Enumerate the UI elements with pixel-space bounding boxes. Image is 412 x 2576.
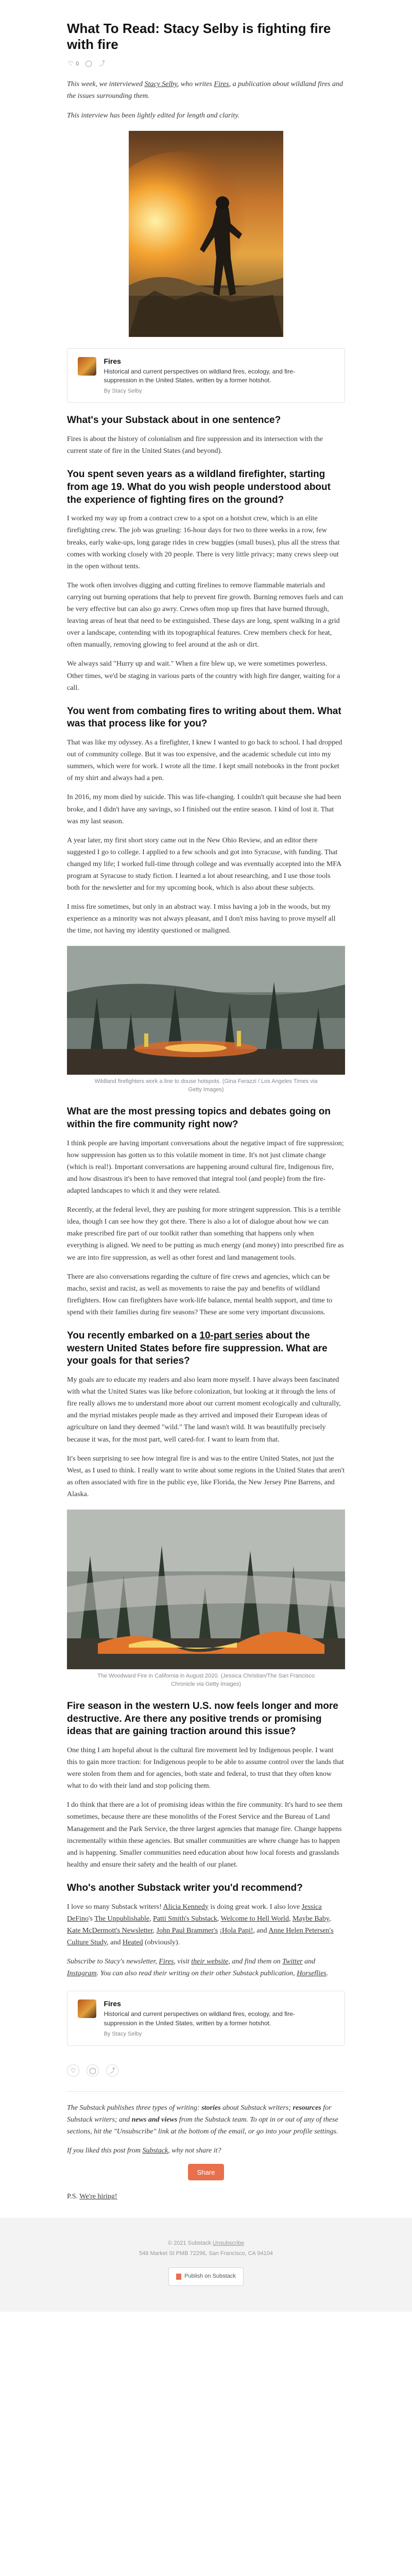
comment-icon[interactable]: ◯ [87,2064,99,2077]
question-3: You went from combating fires to writing about them. What was that process like for you? [67,705,341,730]
address-line: 548 Market St PMB 72296, San Francisco, CA 94104 [139,2250,273,2257]
answer-4-p2: Recently, at the federal level, they are pushing for more stringent suppression. This is a terrible idea, though I can see how they got there. There is also a lot of dialogue about how we can make prescribed fire part of our toolkit rather than something that happens only when everything is aligned. We need to be putting as much energy (and money) into prescribed fire as we are into fire suppression, as well as other forest and land management tools. [67,1206,344,1262]
answer-1: Fires is about the history of colonialism and fire suppression and its intersection with the current state of fire in the United States (and beyond). [67,435,323,455]
answer-5-p1: My goals are to educate my readers and also learn more myself. I have always been fascinated with what the United States was like before colonization, but looking at it through the lens of fire really allows me to understand more about our current moment ecologically and culturally, and the myriad mistakes people made as they arrived and imposed their European ideas of agriculture on land they deemed "wild." The land wasn't wild. It was beautifully precisely because it was, for the most part, well cared-for. I want to learn from that. [67,1376,341,1444]
recommend-link[interactable]: Anne Helen Petersen's [268,1926,334,1935]
recommend-link[interactable]: Patti Smith's Substack [153,1914,217,1923]
recommend-link[interactable]: Jessica DeFino [67,1903,322,1923]
publication-embed-bottom[interactable] [67,1991,345,2046]
recommend-link[interactable]: Heated [122,1938,143,1946]
unsubscribe-link[interactable]: Unsubscribe [212,2240,245,2247]
publication-embed-text [104,1999,320,2037]
question-7: Who's another Substack writer you'd recommend? [67,1882,303,1893]
comment-icon[interactable]: ◯ [85,60,92,67]
share-button[interactable]: Share [188,2164,224,2180]
website-link[interactable]: their website [191,1957,229,1965]
author-link[interactable]: Stacy Selby [144,80,177,89]
answer-3-p1: That was like my odyssey. As a firefighter, I knew I wanted to go back to school. I had dropped out of community college. But it was too expensive, and the academic schedule cut into my summers, which were for work. I wrote all the time. I kept small notebooks in the front pocket of my shirt and always had a pen. [67,739,342,783]
firefighter-photo-illustration [129,131,283,337]
answer-4-p1: I think people are having important conversations about the negative impact of fire suppression; how suppression has gotten us to this volatile moment in time. It's not just climate change (which is real!). Important conversations are happening around cultural fire, Indigenous fire, and how disastrous it's been to have removed that integral tool (and people) from the fire-adapted landscapes to which it and they were related. [67,1139,344,1195]
question-4: What are the most pressing topics and debates going on within the fire community right now? [67,1106,331,1130]
publication-logo [78,357,96,376]
answer-2-p2: The work often involves digging and cutting firelines to remove flammable materials and carrying out burning operations that help to prevent fire growth. Burning removes fuels and can be very effective but can also go awry. Crews often mop up fires that have burned through, leaving areas of heat that need to be extinguished. These days are long, spent walking in a grid over a landscape, contending with its topographical features. Crew members check for heat, often manually, removing glowing to feel around at the ash or dirt. [67,581,344,649]
publication-embed[interactable] [67,348,345,403]
publication-link[interactable]: Fires [214,80,229,89]
publication-logo [78,1999,96,2018]
hero-figure [67,131,345,337]
recommend-link[interactable]: John Paul Brammer's [156,1926,218,1935]
question-6: Fire season in the western U.S. now feels longer and more destructive. Are there any positive trends or promising ideas that are gaining traction around this issue? [67,1700,338,1737]
answer-7: I love so many Substack writers! Alicia Kennedy is doing great work. I also love Jessica DeFino's The Unpublishable, Patti Smith's Substack, Welcome to Hell World, Maybe Baby, Kate McDermott's Newsletter, John Paul Brammer's ¡Hola Papi!, and Anne Helen Petersen's Culture Study, and Heated (obviously). [67,1903,334,1946]
photo-caption-2: The Woodward Fire in California in August 2020. (Jessica Christian/The San Francisco Chronicle via Getty Images) [97,1673,315,1687]
hero-photo [129,131,283,337]
answer-2-p3: We always said "Hurry up and wait." When a fire blew up, we were sometimes powerless. Other times, we'd be staging in various parts of the country with high fire danger, waiting for a call. [67,660,340,692]
recommend-link[interactable]: Welcome to Hell World [220,1914,289,1923]
recommend-link[interactable]: Culture Study [67,1938,107,1946]
like-button[interactable] [67,60,79,67]
horseflies-link[interactable]: Horseflies [297,1970,327,1978]
hiring-link[interactable]: We're hiring! [79,2193,117,2201]
like-count: 0 [76,61,79,67]
photo-figure-2 [67,1510,345,1689]
publication-byline: By Stacy Selby [104,2030,142,2037]
publication-description: Historical and current perspectives on wildland fires, ecology, and fire-suppression in the United States, written by a former hotshot. [104,2010,295,2027]
photo-caption-1: Wildland firefighters work a line to douse hotspots. (Gina Ferazzi / Los Angeles Times via Getty Images) [94,1078,318,1093]
firefighters-photo [67,946,345,1075]
forest-fire-photo-illustration [67,946,345,1075]
publication-embed-text [104,357,320,395]
edit-note: This interview has been lightly edited for length and clarity. [67,111,240,120]
publication-description: Historical and current perspectives on wildland fires, ecology, and fire-suppression in the United States, written by a former hotshot. [104,367,295,384]
footer-note [67,2091,345,2202]
question-5: You recently embarked on a 10-part series about the western United States before fire suppression. What are your goals for that series? [67,1330,328,1367]
question-1: What's your Substack about in one sentence? [67,415,281,426]
substack-link[interactable]: Substack [142,2147,168,2155]
publish-on-substack-button[interactable]: Publish on Substack [168,2267,244,2286]
recommend-link[interactable]: Alicia Kennedy [163,1903,209,1911]
recommend-link[interactable]: Kate McDermott's Newsletter [67,1926,153,1935]
site-footer [0,2218,412,2311]
publication-byline: By Stacy Selby [104,388,142,395]
question-2: You spent seven years as a wildland firefighter, starting from age 19. What do you wish people understood about the experience of fighting fires on the ground? [67,469,331,505]
heart-icon[interactable]: ♡ [67,2064,79,2077]
answer-3-p3: A year later, my first short story came out in the New Ohio Review, and an editor there suggested I go to college. I applied to a few schools and got into Syracuse, with funding. That changed my life; I worked full-time through college and was eventually accepted into the MFA program at Syracuse to study fiction. I learned a lot about researching, and I use those tools both for the newsletter and for my upcoming book, which is also about these subjects. [67,836,341,892]
answer-6-p2: I do think that there are a lot of promising ideas within the fire community. It's hard to see them sometimes, because there are these monoliths of the Forest Service and the Bureau of Land Management and the Park Service, the three largest agencies that manage fire. Change happens incrementally within these agencies. But smaller communities are where change has to happen and is happening. Smaller communities need education about how local forests and grasslands healthy and ensure their safety and the health of our planet. [67,1801,343,1869]
twitter-link[interactable]: Twitter [282,1957,303,1965]
answer-4-p3: There are also conversations regarding the culture of fire crews and agencies, which can be macho, sexist and racist, as well as movements to raise the pay and benefits of wildland firefighters. How can firefighters have work-life balance, mental health support, and time to spend with their families during fire seasons? These are some very important discussions. [67,1273,333,1316]
instagram-link[interactable]: Instagram [67,1970,97,1978]
post-actions-bottom [67,2057,345,2084]
copyright-line: © 2021 Substack Unsubscribe [167,2240,245,2247]
recommend-link[interactable]: ¡Hola Papi! [219,1926,253,1935]
liked-prompt: If you liked this post from Substack, why not share it? [67,2147,221,2155]
ps-line: P.S. We're hiring! [67,2193,117,2201]
post-actions-top [67,60,345,67]
publication-name: Fires [104,357,121,365]
subscribe-paragraph: Subscribe to Stacy's newsletter, Fires, visit their website, and find them on Twitter and Instagram. You can also read their writing on their other Substack publication, Horseflies. [67,1957,329,1978]
substack-logo-icon [176,2274,181,2280]
intro-paragraph: This week, we interviewed Stacy Selby, who writes Fires, a publication about wildland fires and the issues surrounding them. [67,80,344,100]
recommend-link[interactable]: The Unpublishable [94,1914,150,1923]
answer-5-p2: It's been surprising to see how integral fire is and was to the entire United States, not just the West, as I used to think. I really want to write about some regions in the United States that aren't as often associated with fire in the public eye, like Florida, the New Jersey Pine Barrens, and Alaska. [67,1454,345,1498]
recommend-link[interactable]: Maybe Baby [292,1914,329,1923]
share-icon[interactable]: ⤴ [99,60,106,67]
share-icon[interactable]: ⤴ [106,2064,118,2077]
answer-2-p1: I worked my way up from a contract crew to a spot on a hotshot crew, which is an elite firefighting crew. The job was grueling: 16-hour days for two to three weeks in a row, few breaks, early wake-ups, long garage rides in crew buggies (small buses), plus all the stress that comes with working closely with 20 people. There is very little privacy; many crews sleep out in the open without tents. [67,515,340,570]
post-title: What To Read: Stacy Selby is fighting fire with fire [67,21,331,53]
woodward-fire-photo-illustration [67,1510,345,1669]
publication-name: Fires [104,1999,121,2008]
sections-note: The Substack publishes three types of writing: stories about Substack writers; resources for Substack writers; and news and views from the Substack team. To opt in or out of any of these sections, hit the "Unsubscribe" link at the bottom of the email, or go into your profile settings. [67,2104,338,2136]
answer-3-p4: I miss fire sometimes, but only in an abstract way. I miss having a job in the woods, but my experience as a minority was not always pleasant, and I don't miss having to prove myself all the time, not having my identity questioned or maligned. [67,903,336,935]
photo-figure-1 [67,946,345,1094]
fires-link[interactable]: Fires [159,1957,174,1965]
heart-icon: ♡ [67,60,74,67]
woodward-fire-photo [67,1510,345,1669]
answer-3-p2: In 2016, my mom died by suicide. This was life-changing. I couldn't quit because she had been broke, and I didn't have any savings, so I finished out the entire season. I kind of lost it. That was my last season. [67,793,341,825]
series-link[interactable]: 10-part series [199,1330,263,1342]
answer-6-p1: One thing I am hopeful about is the cultural fire movement led by Indigenous people. I want this to gain more traction: for Indigenous people to be able to assume control over the lands that were stolen from them and for agencies, both state and federal, to trust that they often know what to do with their land and stop policing them. [67,1746,344,1790]
